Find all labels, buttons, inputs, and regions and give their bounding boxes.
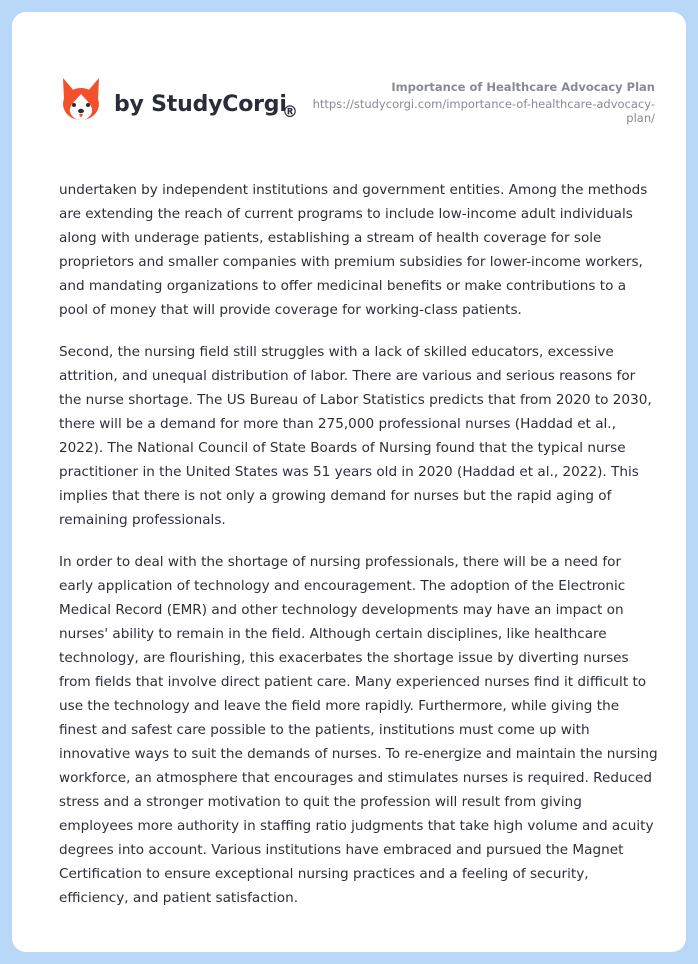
registered-mark: ® [282,102,298,121]
brand-name: by StudyCorgi [114,91,287,117]
corgi-icon [60,76,102,124]
document-url[interactable] [295,97,655,125]
document-body [59,178,659,928]
studycorgi-logo[interactable] [60,76,298,124]
paragraph: undertaken by independent institutions and government entities. Among the methods are extending the reach of current programs to include low-income adult individuals along with underage patients, establishing a stream of health coverage for sole proprietors and smaller companies with premium subsidies for lower-income workers, and mandating organizations to offer medicinal benefits or make contributions to a pool of money that will provide coverage for working-class patients. [59,182,648,318]
paragraph: Second, the nursing field still struggles with a lack of skilled educators, excessive attrition, and unequal distribution of labor. There are various and serious reasons for the nurse shortage. The US Bureau of Labor Statistics predicts that from 2020 to 2030, there will be a demand for more than 275,000 professional nurses (Haddad et al., 2022). The National Council of State Boards of Nursing found that the typical nurse practitioner in the United States was 51 years old in 2020 (Haddad et al., 2022). This implies that there is not only a growing demand for nurses but the rapid aging of remaining professionals. [59,344,652,528]
document-url-line-1: https://studycorgi.com/importance-of-healthcare-advocacy- [312,97,655,111]
paragraph: In order to deal with the shortage of nursing professionals, there will be a need for early application of technology and encouragement. The adoption of the Electronic Medical Record (EMR) and other technology developments may have an impact on nurses' ability to remain in the field. Although certain disciplines, like healthcare technology, are flourishing, this exacerbates the shortage issue by diverting nurses from fields that involve direct patient care. Many experienced nurses find it difficult to use the technology and leave the field more rapidly. Furthermore, while giving the finest and safest care possible to the patients, institutions must come up with innovative ways to suit the demands of nurses. To re-energize and maintain the nursing workforce, an atmosphere that encourages and stimulates nurses is required. Reduced stress and a stronger motivation to quit the profession will result from giving employees more authority in staffing ratio judgments that take high volume and acuity degrees into account. Various institutions have embraced and pursued the Magnet Certification to ensure exceptional nursing practices and a feeling of security, efficiency, and patient satisfaction. [59,554,658,906]
document-url-line-2: plan/ [626,111,655,125]
document-header [295,80,655,125]
document-title: Importance of Healthcare Advocacy Plan [391,80,655,94]
document-page [12,12,686,952]
